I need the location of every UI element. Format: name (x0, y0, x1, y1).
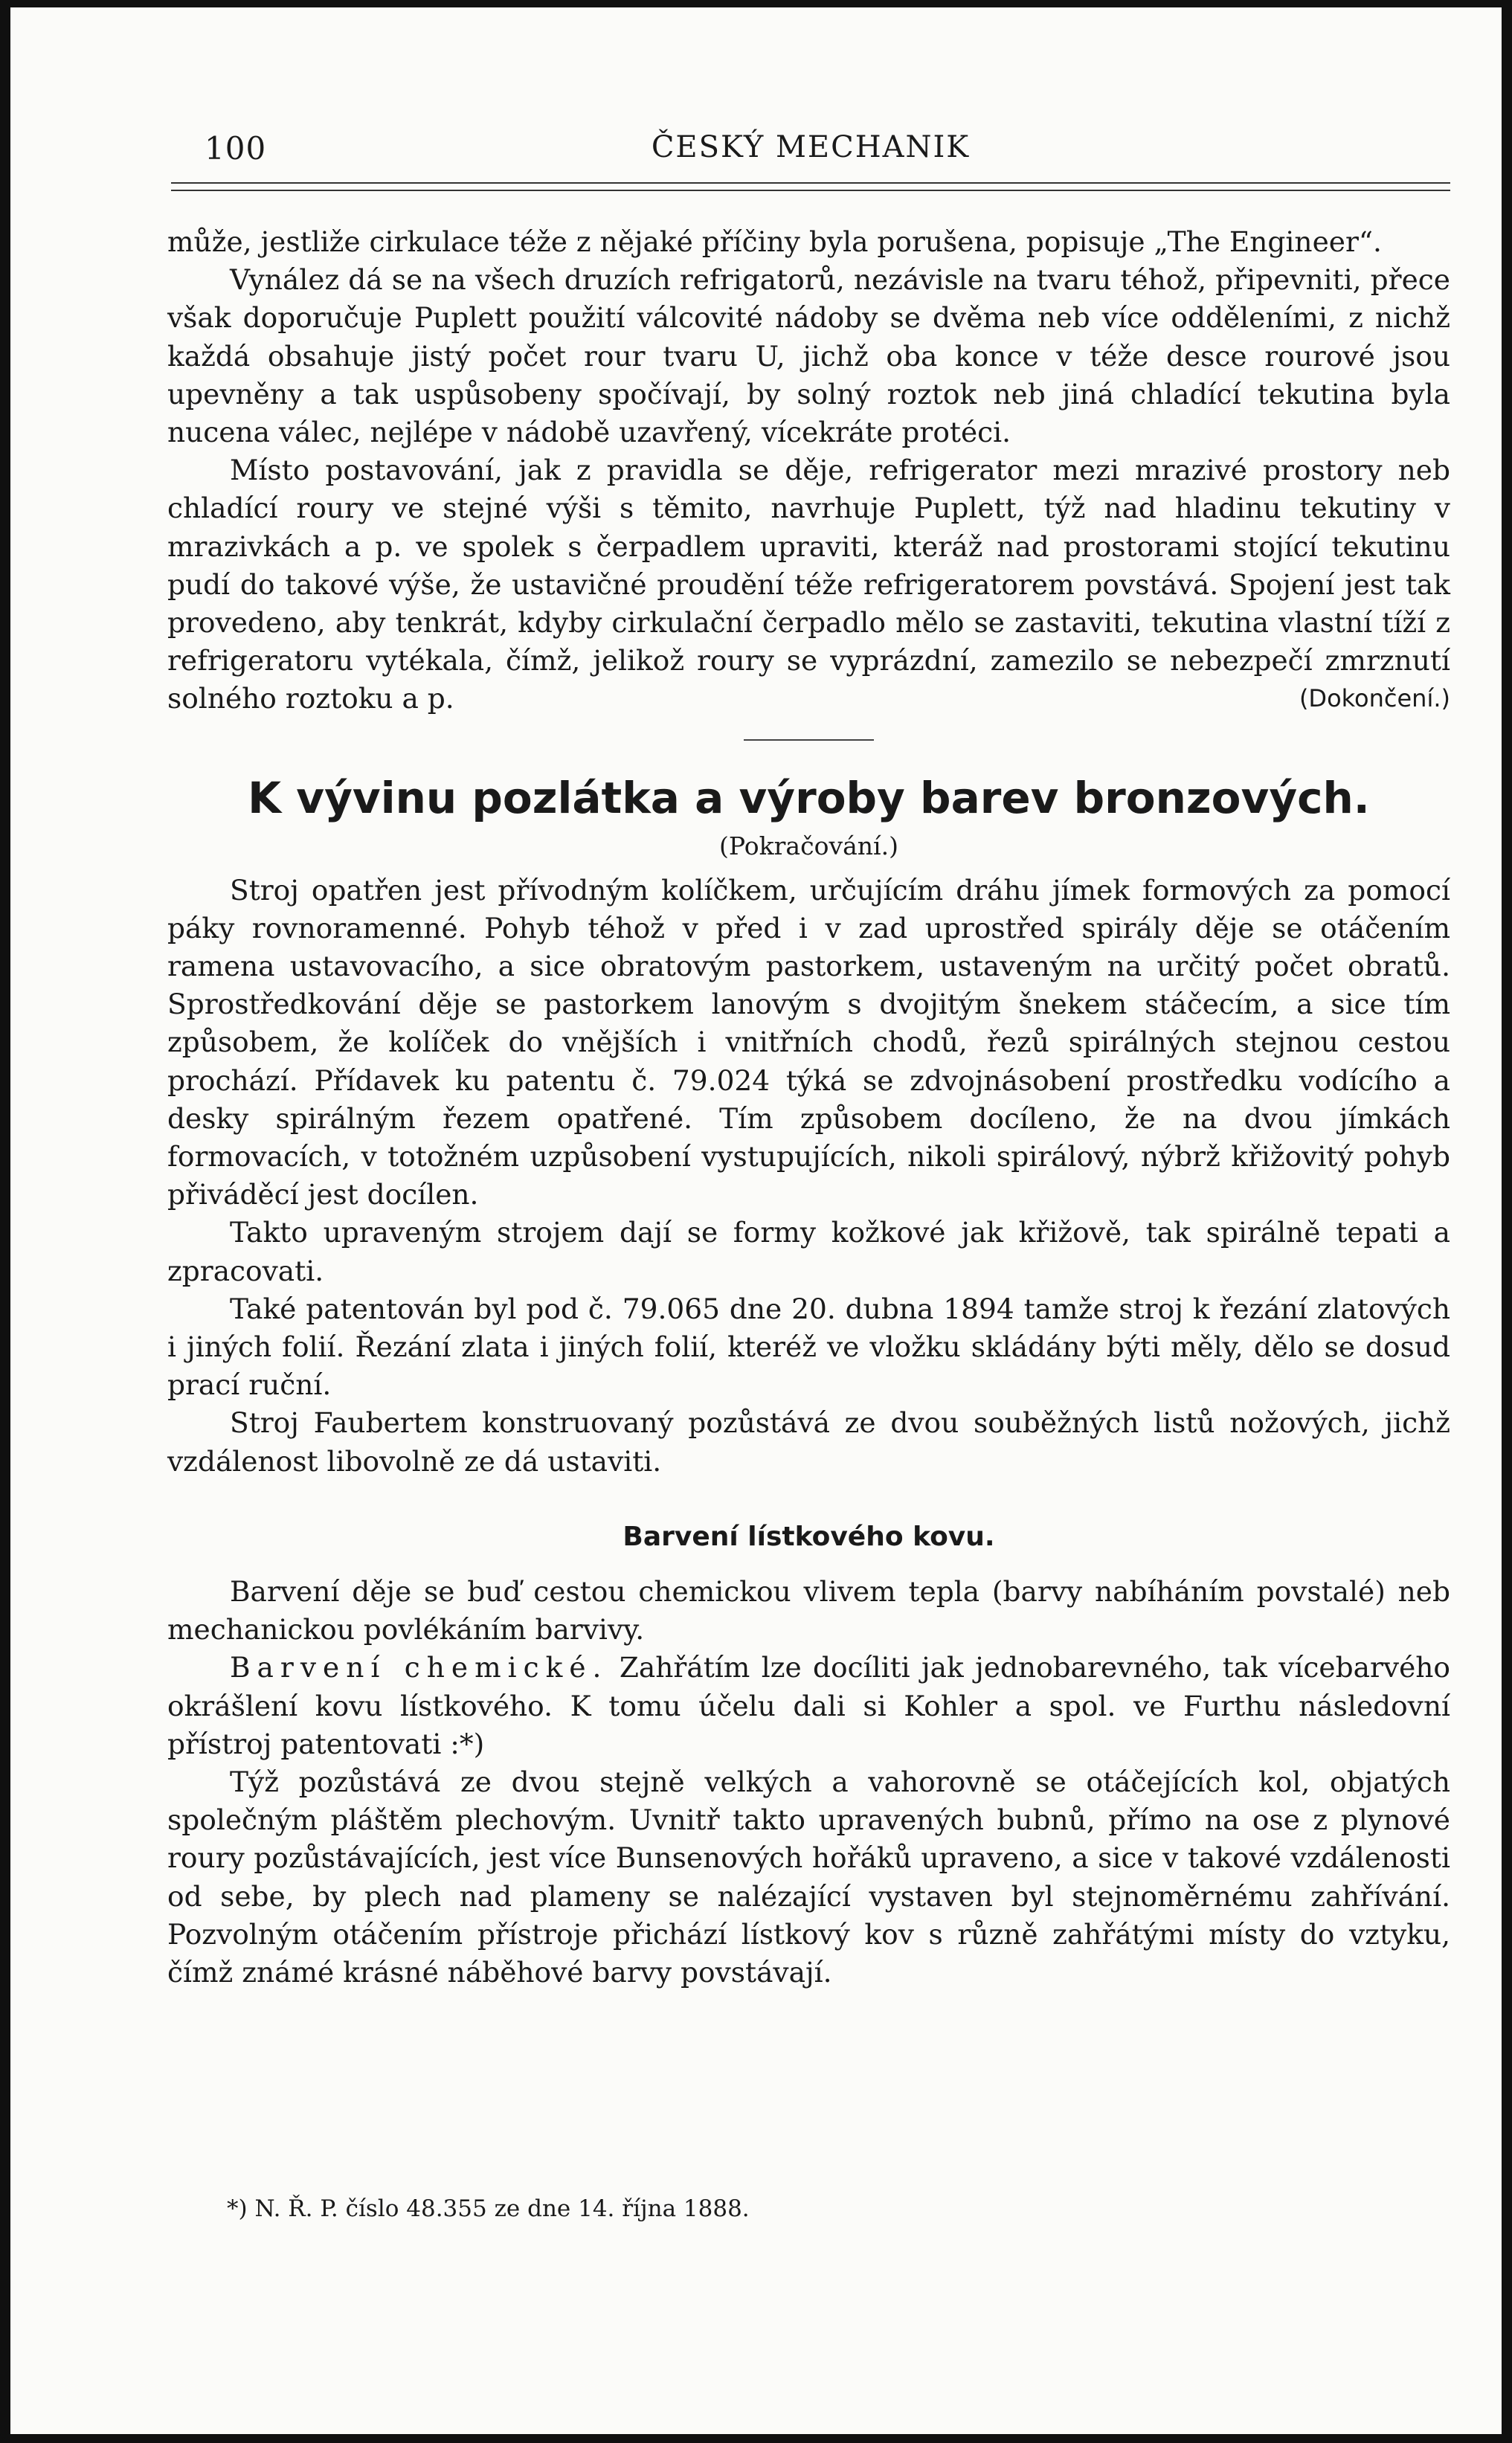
page-body (167, 223, 1450, 1992)
continuation-note: (Dokončení.) (1299, 684, 1450, 713)
paragraph: Takto upraveným strojem dají se formy kožkové jak křižově, tak spirálně tepati a zpracovati. (167, 1216, 1450, 1287)
page-number: 100 (205, 130, 267, 167)
paragraph: Vynález dá se na všech druzích refrigatorů, nezávisle na tvaru téhož, připevniti, přece však doporučuje Puplett použití válcovité nádoby se dvěma neb více odděleními, z nichž každá obsahuje jistý počet rour tvaru U, jichž oba konce v téže desce rourové jsou upevněny a tak uspůsobeny spočívají, by solný roztok neb jiná chladící tekutina byla nucena válec, nejlépe v nádobě uzavřený, vícekráte protéci. (167, 263, 1450, 449)
paragraph: Týž pozůstává ze dvou stejně velkých a vahorovně se otáčejících kol, objatých společným pláštěm plechovým. Uvnitř takto upravených bubnů, přímo na ose z plynové roury pozůstávajících, jest více Bunsenových hořáků upraveno, a sice v takové vzdálenosti od sebe, by plech nad plameny se nalézající vystaven byl stejnoměrnému zahřívání. Pozvolným otáčením přístroje přichází lístkový kov s různě zahřátými místy do vztyku, čímž známé krásné náběhové barvy povstávají. (167, 1765, 1450, 1989)
page-header (171, 130, 1450, 175)
footnote: *) N. Ř. P. číslo 48.355 ze dne 14. října 1888. (227, 2195, 750, 2222)
paragraph (167, 451, 1450, 718)
spaced-lead: Barvení chemické. (230, 1651, 608, 1684)
paragraph: může, jestliže cirkulace téže z nějaké příčiny byla porušena, popisuje „The Engineer“. (167, 225, 1382, 258)
header-rule (171, 182, 1450, 191)
section-heading: Barvení lístkového kovu. (623, 1521, 995, 1552)
article-title: K vývinu pozlátka a výroby barev bronzových. (248, 772, 1370, 823)
paragraph (167, 1649, 1450, 1763)
paragraph: Stroj Faubertem konstruovaný pozůstává ze dvou souběžných listů nožových, jichž vzdálenost libovolně ze dá ustaviti. (167, 1406, 1450, 1478)
paragraph-text: Zahřátím lze docíliti jak jednobarevného, tak vícebarvého okrášlení kovu lístkového. K tomu účelu dali si Kohler a spol. ve Furthu následovní přístroj patentovati :*) (167, 1651, 1450, 1760)
journal-title: ČESKÝ MECHANIK (651, 130, 971, 164)
paragraph: Také patentován byl pod č. 79.065 dne 20. dubna 1894 tamže stroj k řezání zlatových i jiných folií. Řezání zlata i jiných folií, kteréž ve vložku skládány býti měly, dělo se dosud prací ruční. (167, 1292, 1450, 1402)
paragraph: Stroj opatřen jest přívodným kolíčkem, určujícím dráhu jímek formových za pomocí páky rovnoramenné. Pohyb téhož v před i v zad uprostřed spirály děje se otáčením ramena ustavovacího, a sice obratovým pastorkem, ustaveným na určitý počet obratů. Sprostředkování děje se pastorkem lanovým s dvojitým šnekem stáčecím, a sice tím způsobem, že kolíček do vnějších i vnitřních chodů, řezů spirálných stejnou cestou prochází. Přídavek ku patentu č. 79.024 týká se zdvojnásobení prostředku vodícího a desky spirálným řezem opatřené. Tím způsobem docíleno, že na dvou jímkách formovacích, v totožném uzpůsobení vystupujících, nikoli spirálový, nýbrž křižovitý pohyb přiváděcí jest docílen. (167, 873, 1450, 1211)
article-subtitle: (Pokračování.) (719, 831, 898, 860)
section-divider (744, 739, 874, 741)
paragraph-text: Místo postavování, jak z pravidla se děje, refrigerator mezi mrazivé prostory neb chladící roury ve stejné výši s těmito, navrhuje Puplett, týž nad hladinu tekutiny v mrazivkách a p. ve spolek s čerpadlem upraviti, kteráž nad prostorami stojící tekutinu pudí do takové výše, že ustavičné proudění téže refrigeratorem povstává. Spojení jest tak provedeno, aby tenkrát, kdyby cirkulační čerpadlo mělo se zastaviti, tekutina vlastní tíží z refrigeratoru vytékala, čímž, jelikož roury se vyprázdní, zamezilo se nebezpečí zmrznutí solného roztoku a p. (167, 454, 1450, 715)
paragraph: Barvení děje se buď cestou chemickou vlivem tepla (barvy nabíháním povstalé) neb mechanickou povlékáním barvivy. (167, 1574, 1450, 1647)
